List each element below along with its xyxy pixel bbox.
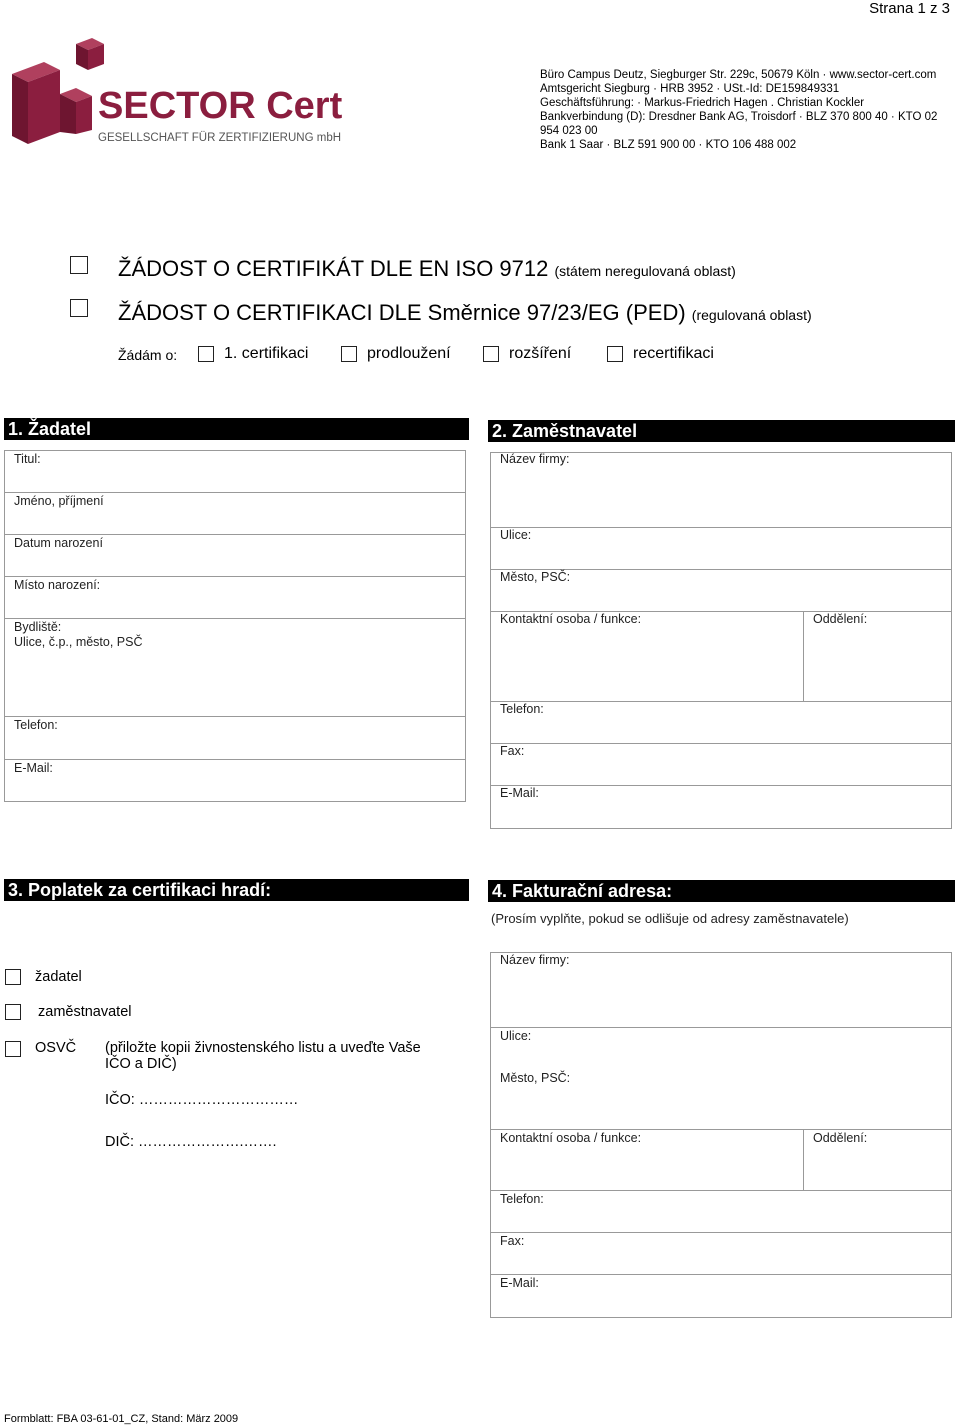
field-phone[interactable]: Telefon:	[500, 702, 544, 716]
divider	[490, 527, 952, 528]
option-expansion-checkbox[interactable]	[483, 346, 499, 362]
divider	[4, 716, 466, 717]
request-note: (regulovaná oblast)	[691, 307, 812, 323]
payer-employer-label: zaměstnavatel	[38, 1004, 132, 1020]
self-employed-note-line: (přiložte kopii živnostenského listu a uveďte Vaše	[105, 1040, 421, 1056]
request-iso9712-checkbox[interactable]	[70, 256, 88, 274]
option-extension-checkbox[interactable]	[341, 346, 357, 362]
option-first-cert-label: 1. certifikaci	[224, 345, 309, 362]
field-city-zip[interactable]: Město, PSČ:	[500, 1071, 571, 1085]
section-applicant-title: 1. Žadatel	[4, 418, 469, 440]
request-ped-checkbox[interactable]	[70, 299, 88, 317]
divider	[4, 576, 466, 577]
field-residence[interactable]: Bydliště:	[14, 620, 62, 634]
option-recert-checkbox[interactable]	[607, 346, 623, 362]
divider	[490, 1274, 952, 1275]
field-phone[interactable]: Telefon:	[14, 718, 58, 732]
section-employer-title: 2. Zaměstnavatel	[488, 420, 955, 442]
field-street[interactable]: Ulice:	[500, 1029, 532, 1043]
field-dic[interactable]: DIČ: ………………….…….	[105, 1134, 277, 1150]
section-fee-payer-title: 3. Poplatek za certifikaci hradí:	[4, 879, 469, 901]
self-employed-note-line: IČO a DIČ)	[105, 1056, 177, 1072]
divider	[4, 759, 466, 760]
request-title-text: ŽÁDOST O CERTIFIKÁT DLE EN ISO 9712	[118, 256, 549, 281]
field-email[interactable]: E-Mail:	[500, 1276, 539, 1290]
divider	[4, 534, 466, 535]
divider	[490, 1232, 952, 1233]
field-company-name[interactable]: Název firmy:	[500, 953, 570, 967]
field-email[interactable]: E-Mail:	[14, 761, 53, 775]
company-info-line: Büro Campus Deutz, Siegburger Str. 229c, 50679 Köln · www.sector-cert.com	[540, 69, 937, 81]
request-ped-title	[118, 300, 812, 326]
field-birth-date[interactable]: Datum narození	[14, 536, 103, 550]
field-department[interactable]: Oddělení:	[813, 1131, 868, 1145]
field-company-name[interactable]: Název firmy:	[500, 452, 570, 466]
payer-employer-checkbox[interactable]	[5, 1004, 21, 1020]
field-email[interactable]: E-Mail:	[500, 786, 539, 800]
form-footer: Formblatt: FBA 03-61-01_CZ, Stand: März 2009	[4, 1413, 239, 1425]
section-billing-title: 4. Fakturační adresa:	[488, 880, 955, 902]
company-info-line: Geschäftsführung: · Markus-Friedrich Hagen . Christian Kockler	[540, 97, 865, 109]
request-iso9712-title	[118, 256, 736, 282]
company-info-line: Amtsgericht Siegburg · HRB 3952 · USt.-Id: DE159849331	[540, 83, 840, 95]
field-name[interactable]: Jméno, příjmení	[14, 494, 104, 508]
payer-self-employed-checkbox[interactable]	[5, 1041, 21, 1057]
employer-form	[490, 452, 952, 829]
option-first-cert-checkbox[interactable]	[198, 346, 214, 362]
divider	[4, 492, 466, 493]
field-department[interactable]: Oddělení:	[813, 612, 868, 626]
divider	[803, 1129, 804, 1190]
request-title-text: ŽÁDOST O CERTIFIKACI DLE Směrnice 97/23/EG (PED)	[118, 300, 686, 325]
divider	[490, 1129, 952, 1130]
field-street[interactable]: Ulice:	[500, 528, 532, 542]
field-birth-place[interactable]: Místo narození:	[14, 578, 101, 592]
field-ico[interactable]: IČO: ……………………………	[105, 1092, 299, 1108]
field-title[interactable]: Titul:	[14, 452, 41, 466]
payer-applicant-checkbox[interactable]	[5, 969, 21, 985]
request-note: (státem neregulovaná oblast)	[554, 263, 736, 279]
option-expansion-label: rozšíření	[509, 345, 572, 362]
company-info-line: 954 023 00	[540, 125, 598, 137]
divider	[490, 1190, 952, 1191]
sector-cert-logo	[4, 34, 343, 148]
company-info-line: Bankverbindung (D): Dresdner Bank AG, Troisdorf · BLZ 370 800 40 · KTO 02	[540, 111, 938, 123]
option-recert-label: recertifikaci	[633, 345, 714, 362]
self-employed-note	[105, 1040, 421, 1072]
logo-cubes-icon	[12, 38, 104, 144]
field-residence-hint: Ulice, č.p., město, PSČ	[14, 635, 143, 649]
divider	[490, 1027, 952, 1028]
divider	[490, 785, 952, 786]
page-number: Strana 1 z 3	[869, 0, 950, 17]
field-city-zip[interactable]: Město, PSČ:	[500, 570, 571, 584]
company-info	[540, 68, 960, 152]
field-fax[interactable]: Fax:	[500, 744, 525, 758]
divider	[803, 611, 804, 701]
logo-subtitle: GESELLSCHAFT FÜR ZERTIFIZIERUNG mbH	[98, 132, 342, 144]
billing-note: (Prosím vyplňte, pokud se odlišuje od adresy zaměstnavatele)	[491, 911, 849, 926]
field-contact-person[interactable]: Kontaktní osoba / funkce:	[500, 612, 642, 626]
option-extension-label: prodloužení	[367, 345, 451, 362]
logo-wordmark: SECTOR Cert	[98, 85, 343, 127]
field-phone[interactable]: Telefon:	[500, 1192, 544, 1206]
company-info-line: Bank 1 Saar · BLZ 591 900 00 · KTO 106 488 002	[540, 139, 797, 151]
field-fax[interactable]: Fax:	[500, 1234, 525, 1248]
payer-self-employed-label: OSVČ	[35, 1040, 77, 1056]
divider	[490, 743, 952, 744]
divider	[490, 701, 952, 702]
payer-applicant-label: žadatel	[35, 969, 82, 985]
field-contact-person[interactable]: Kontaktní osoba / funkce:	[500, 1131, 642, 1145]
divider	[4, 618, 466, 619]
apply-label: Žádám o:	[118, 347, 178, 363]
